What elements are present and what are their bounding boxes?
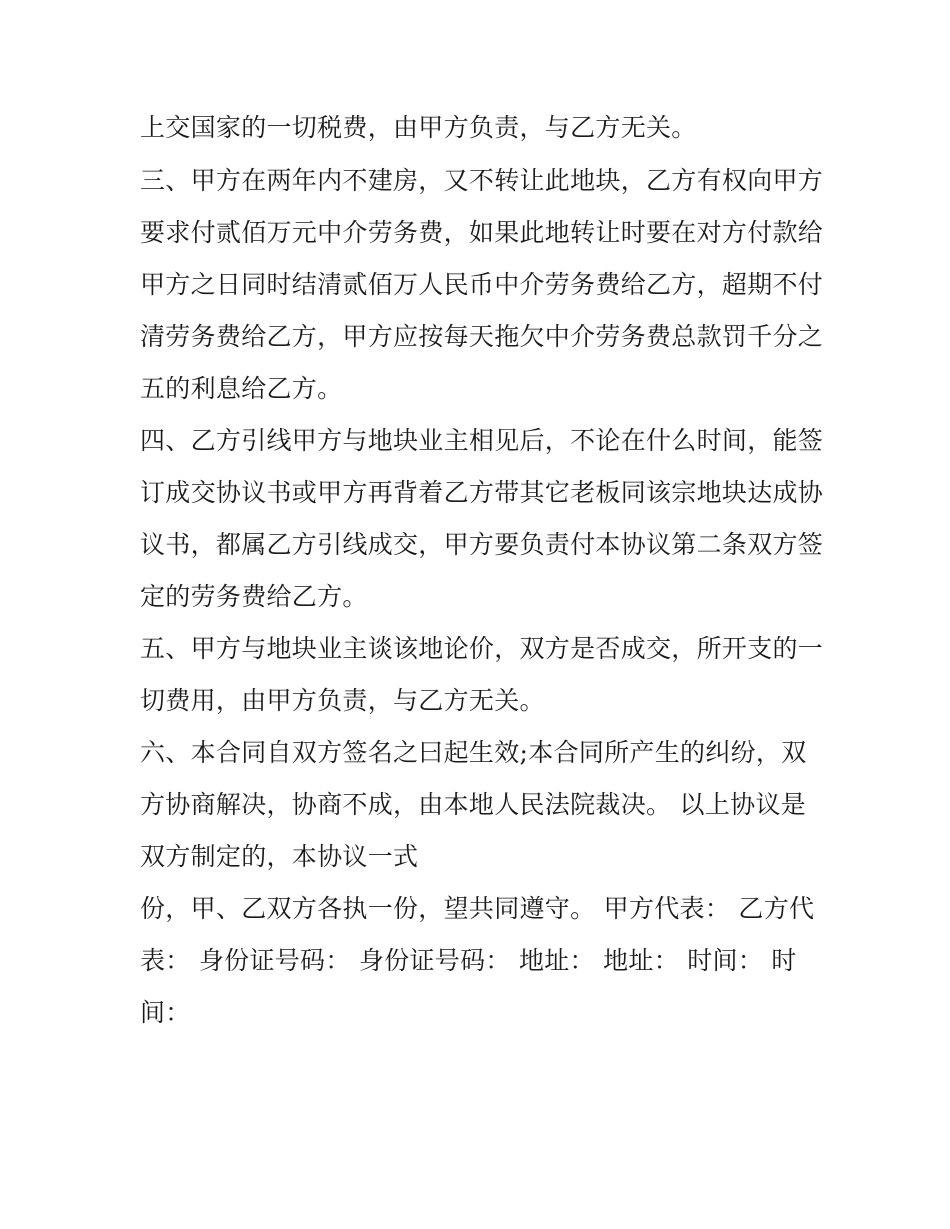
text-line: 份，甲、乙双方各执一份，望共同遵守。 甲方代表： 乙方代	[140, 894, 815, 923]
text-line: 议书，都属乙方引线成交，甲方要负责付本协议第二条双方签	[140, 530, 824, 559]
text-line: 四、乙方引线甲方与地块业主相见后，不论在什么时间，能签	[140, 426, 824, 455]
text-line: 切费用，由甲方负责，与乙方无关。	[140, 686, 545, 715]
text-line: 六、本合同自双方签名之曰起生效;本合同所产生的纠纷，双	[140, 738, 807, 767]
text-line: 甲方之日同时结清贰佰万人民币中介劳务费给乙方，超期不付	[140, 270, 824, 299]
text-line: 上交国家的一切税费，由甲方负责，与乙方无关。	[140, 113, 697, 142]
text-line: 清劳务费给乙方，甲方应按每天拖欠中介劳务费总款罚千分之	[140, 322, 824, 351]
text-line: 订成交协议书或甲方再背着乙方带其它老板同该宗地块达成协	[140, 478, 824, 507]
text-line: 表： 身份证号码： 身份证号码： 地址： 地址： 时间： 时	[140, 946, 797, 975]
text-line: 五的利息给乙方。	[140, 374, 343, 403]
text-line: 五、甲方与地块业主谈该地论价，双方是否成交，所开支的一	[140, 634, 824, 663]
text-line: 双方制定的，本协议一式	[140, 842, 419, 871]
text-line: 三、甲方在两年内不建房，又不转让此地块，乙方有权向甲方	[140, 166, 824, 195]
text-line: 要求付贰佰万元中介劳务费，如果此地转让时要在对方付款给	[140, 218, 824, 247]
text-line: 定的劳务费给乙方。	[140, 582, 368, 611]
text-line: 间：	[140, 998, 191, 1027]
text-line: 方协商解决，协商不成，由本地人民法院裁决。 以上协议是	[140, 790, 807, 819]
